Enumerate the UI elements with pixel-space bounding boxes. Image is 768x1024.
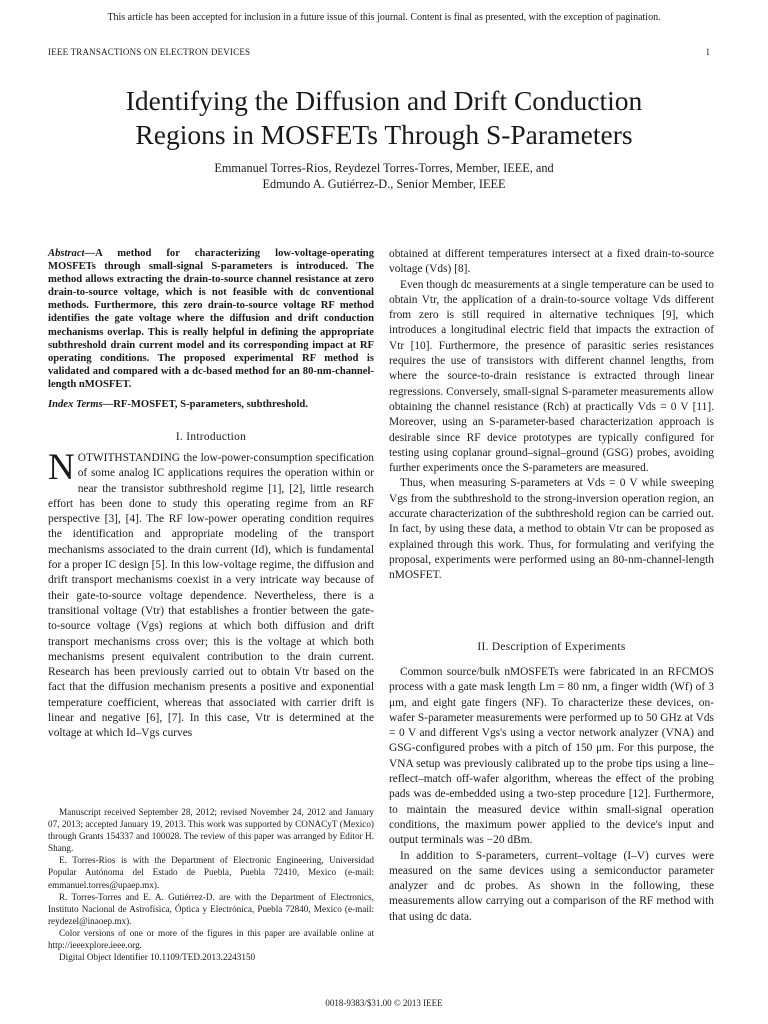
acceptance-notice: This article has been accepted for inclusion in a future issue of this journal. Content is final as presented, with the exception of pagination. xyxy=(107,12,661,23)
page-number: 1 xyxy=(705,47,710,57)
abstract-text: A method for characterizing low-voltage-operating MOSFETs through small-signal S-parameters is introduced. The method allows extracting the drain-to-source channel resistance at zero drain-to-source voltage, which is not feasible with dc conventional methods. Furthermore, this zero drain-to-source voltage RF method identifies the gate voltage where the diffusion and drift conduction mechanisms overlap. This is really helpful in defining the appropriate subthreshold drain current model and its corresponding impact at RF operating conditions. The proposed experimental RF method is validated and compared with a dc-based method for an 80-nm-channel-length nMOSFET. xyxy=(48,248,374,390)
intro-paragraph-text: OTWITHSTANDING the low-power-consumption specification of some analog IC applications requires the operation within or near the transistor subthreshold regime [1], [2], little research effort has been done to study this operating regime from an RF perspective [3], [4]. The RF low-power operating condition requires the identification and appropriate modeling of the transport mechanisms associated to the drain current (Id), which is fundamental for a proper IC design [5]. In this low-voltage regime, the diffusion and drift transport mechanisms coexist in a very intricate way because of their gate-to-source voltage dependence. Nevertheless, there is a transitional voltage (Vtr) that establishes a frontier between the gate-to-source voltage (Vgs) regions at which both diffusion and drift transport mechanisms cross over; this is the voltage at which both mechanisms present equivalent contribution to the drain current. Research has been previously carried out to obtain Vtr based on the fact that the diffusion mechanism presents a positive and exponential temperature coefficient, whereas that associated with carrier drift is linear and negative [6], [7]. In this case, Vtr is determined at the voltage at which Id–Vgs curves xyxy=(48,452,374,740)
footnotes xyxy=(48,806,374,963)
title-line-1: Identifying the Diffusion and Drift Conduction xyxy=(125,85,643,116)
index-terms-label: Index Terms— xyxy=(48,399,114,410)
right-column-text xyxy=(389,247,714,584)
footnote-author-2: R. Torres-Torres and E. A. Gutiérrez-D. are with the Department of Electronics, Instituto Nacional de Astrofísica, Óptica y Electrónica, Puebla 72840, Mexico (e-mail: reydezel@inaoep.mx). xyxy=(48,891,374,926)
right-paragraph-3: Thus, when measuring S-parameters at Vds = 0 V while sweeping Vgs from the subthreshold to the strong-inversion operation region, an accurate characterization of the subthreshold region can be carried out. In fact, by using these data, a method to obtain Vtr can be proposed as explained through this work. Thus, for formulating and verifying the proposal, experiments were performed using an 80-nm-channel-length nMOSFET. xyxy=(389,477,714,582)
section-2-heading: II. Description of Experiments xyxy=(477,641,626,653)
experiments-paragraph-2: In addition to S-parameters, current–voltage (I–V) curves were measured on the same devices using a semiconductor parameter analyzer and dc probes. As shown in the following, these measurements allow carrying out a comparison of the RF method with that using dc data. xyxy=(389,849,714,923)
authors-line-2: Edmundo A. Gutiérrez-D., Senior Member, IEEE xyxy=(262,177,506,191)
section-1-heading: I. Introduction xyxy=(175,431,247,443)
journal-name: IEEE TRANSACTIONS ON ELECTRON DEVICES xyxy=(48,47,251,57)
right-paragraph-1: obtained at different temperatures intersect at a fixed drain-to-source voltage (Vds) [8]. xyxy=(389,248,714,276)
experiments-body xyxy=(389,665,714,925)
right-paragraph-2: Even though dc measurements at a single temperature can be used to obtain Vtr, the application of a drain-to-source voltage Vds different from zero is still required in alternative techniques [9], which introduces a longitudinal electric field that impacts the extraction of Vtr [10]. Furthermore, the presence of parasitic series resistances requires the use of transistors with different channel lengths, from where the source-to-drain resistance is extracted through linear regressions. Conversely, small-signal S-parameter measurements allow obtaining the channel resistance (Rch) at practically Vds = 0 V [11]. Moreover, using an S-parameter-based characterization approach is desirable since RF device prototypes are typically configured for testing using coplanar ground–signal–ground (GSG) probes, avoiding further experiments once the S-parameters are measured. xyxy=(389,278,714,475)
drop-cap: N xyxy=(48,447,75,488)
abstract xyxy=(48,247,374,391)
footnote-color: Color versions of one or more of the figures in this paper are available online at http://ieeexplore.ieee.org. xyxy=(48,927,374,951)
footnote-doi: Digital Object Identifier 10.1109/TED.2013.2243150 xyxy=(59,952,256,963)
title-line-2: Regions in MOSFETs Through S-Parameters xyxy=(135,119,633,150)
paper-title xyxy=(40,84,728,152)
author-list xyxy=(40,160,728,192)
index-terms-text: RF-MOSFET, S-parameters, subthreshold. xyxy=(113,399,308,410)
copyright: 0018-9383/$31.00 © 2013 IEEE xyxy=(325,998,443,1008)
introduction-body xyxy=(48,447,374,742)
experiments-paragraph-1: Common source/bulk nMOSFETs were fabricated in an RFCMOS process with a gate mask length Lm = 80 nm, a finger width (Wf) of 3 μm, and eight gate fingers (NF). To characterize these devices, on-wafer S-parameter measurements were performed up to 50 GHz at Vds = 0 V and different Vgs's using a vector network analyzer (VNA) and GSG-configured probes with a pitch of 150 μm. For this purpose, the VNA setup was previously calibrated up to the probe tips using a line–reflect–match off-wafer algorithm, whereas the effect of the probing pads was de-embedded using a two-step procedure [12]. Furthermore, to maintain the measured device within small-signal operation conditions, the maximum power applied to the device's input and output terminals was −20 dBm. xyxy=(389,666,714,847)
footnote-manuscript: Manuscript received September 28, 2012; revised November 24, 2012 and January 07, 2013; accepted January 19, 2013. This work was supported by CONACyT (Mexico) through Grants 154337 and 100028. The review of this paper was arranged by Editor H. Shang. xyxy=(48,807,374,854)
abstract-label: Abstract— xyxy=(48,248,96,259)
authors-line-1: Emmanuel Torres-Rios, Reydezel Torres-Torres, Member, IEEE, and xyxy=(214,161,554,175)
index-terms xyxy=(48,398,374,411)
intro-paragraph xyxy=(48,447,374,742)
footnote-author-1: E. Torres-Rios is with the Department of Electronic Engineering, Universidad Popular Autónoma del Estado de Puebla, Puebla 72410, Mexico (e-mail: emmanuel.torres@upaep.mx). xyxy=(48,855,374,890)
